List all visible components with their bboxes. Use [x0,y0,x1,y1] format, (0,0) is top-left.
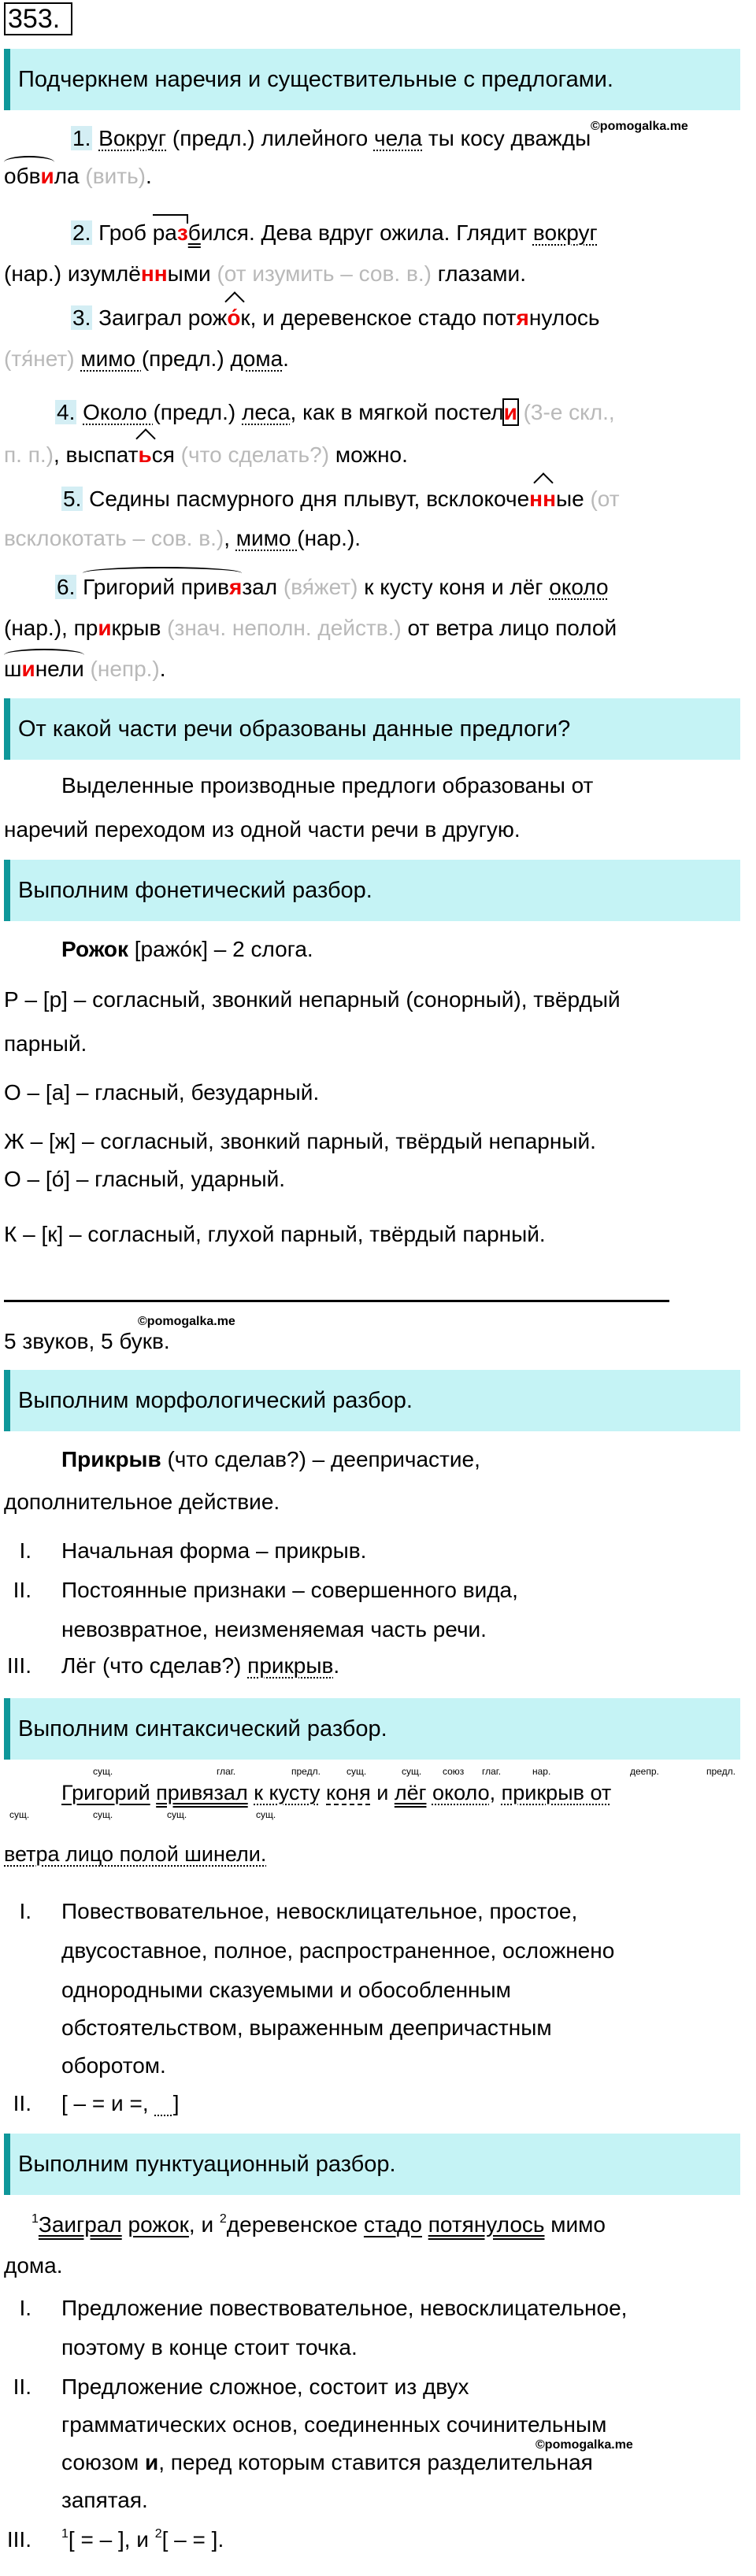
text: нели [35,657,84,681]
text: Григорий прив [83,575,229,599]
item-2-line-1 [71,220,598,246]
section-heading-phonetic: Выполним фонетический разбор. [4,860,740,921]
text: , и [188,2212,220,2237]
clause-index: 1 [32,2212,39,2226]
text: ые [555,487,584,511]
check-word-note: (тя́нет) [4,346,75,371]
syntax-item: Повествовательное, невосклицательное, простое, [61,1899,578,1923]
phonetic-line: Ж – [ж] – согласный, звонкий парный, твёрдый непарный. [4,1129,596,1153]
item-1-line-1 [71,126,591,151]
section-heading-question: От какой части речи образованы данные предлоги? [4,698,740,760]
pos-tag: сущ. [346,1766,367,1777]
section-heading-underline-task: Подчеркнем наречия и существительные с предлогами. [4,49,740,110]
phonetic-summary: 5 звуков, 5 букв. [4,1329,170,1353]
text: (что сделав?) – деепричастие, [161,1447,480,1471]
ending-letter: и [503,400,517,424]
item-number: 4. [57,400,76,424]
roman-numeral: III. [6,1653,32,1678]
scheme-text: [ – = ]. [161,2527,224,2552]
orthogram-letters: нн [140,261,168,286]
syntax-item-cont: однородными сказуемыми и обособленным [61,1978,511,2002]
predicate-word: потянулось [428,2212,545,2237]
orthogram-letter: я [229,575,243,599]
check-word-note: (от изумить – сов. в.) [210,261,432,286]
text: (нар.). [297,526,361,550]
text: Заиграл рож [98,305,228,330]
phonetic-line: парный. [4,1031,87,1056]
roman-numeral: I. [19,2296,32,2320]
subject-word: рожок [128,2212,189,2237]
morph-line-2: дополнительное действие. [4,1490,280,1514]
clause-index: 2 [154,2527,162,2541]
text: , как в мягкой постел [290,400,504,424]
text: . [283,346,289,371]
item-4-line-2 [4,442,408,468]
text: мимо [544,2212,606,2237]
orthogram-letters: нн [529,487,556,511]
text: . [333,1653,340,1678]
adverb-word: вокруг [532,220,598,245]
declension-note: (3-е скл., [517,400,615,424]
section-heading-punctuation: Выполним пунктуационный разбор. [4,2134,740,2195]
question-note: (что сделать?) [174,442,330,467]
adverbial-word: около [432,1781,490,1804]
item-5-line-1 [61,487,620,512]
item-2-line-2 [4,261,526,287]
text: ты косу дважды [422,126,591,150]
root-arc-mark [4,657,84,682]
text: к кусту коня и лёг [358,575,550,599]
orthogram-letter: и [21,657,35,681]
check-note: (непр.) [83,657,160,681]
pos-tag: глаг. [482,1766,502,1777]
morph-item [61,1653,339,1678]
text: Гроб [98,220,153,245]
text: , выспат [54,442,139,467]
pos-tag: сущ. [9,1809,30,1820]
predicate-word: Заиграл [38,2212,122,2237]
watermark: ©pomogalka.me [138,1315,235,1328]
answer-line-2: наречий переходом из одной части речи в другую. [4,817,521,842]
declension-note: п. п.) [4,442,54,467]
text: ыми [167,261,211,286]
adverb-word: мимо [235,526,298,550]
item-4-line-1 [55,400,615,425]
text: (нар.) изумлё [4,261,141,286]
pos-tag: сущ. [167,1809,187,1820]
watermark: ©pomogalka.me [536,2438,633,2452]
item-3-line-1 [71,305,600,331]
scheme-text: ] [172,2091,180,2115]
conjunction-word: и [145,2450,159,2474]
subject-word: стадо [363,2212,422,2237]
object-word: к кусту [254,1781,321,1804]
text: к, и деревенское стадо пот [240,305,517,330]
item-5-line-2 [4,526,361,551]
clause-index: 1 [61,2527,69,2541]
item-6-line-3 [4,657,166,682]
subject-word: Григорий [61,1781,150,1804]
text: , [489,1781,496,1804]
noun-word: леса [242,400,291,424]
morph-item-cont: невозвратное, неизменяемая часть речи. [61,1617,487,1641]
roman-numeral: II. [13,2091,32,2115]
orthogram-letter: и [98,616,112,640]
scheme-text: [ – = и =, [61,2091,155,2115]
adverb-word: около [549,575,609,599]
text: . [159,657,166,681]
pos-tag: сущ. [93,1766,113,1777]
scheme-text: [ = – ], и [68,2527,155,2552]
section-heading-morphology: Выполним морфологический разбор. [4,1370,740,1431]
syntax-item-cont: оборотом. [61,2053,166,2078]
pos-tag: сущ. [93,1809,113,1820]
pos-tag: деепр. [630,1766,659,1777]
roman-numeral: II. [13,2374,32,2399]
phonetic-line: К – [к] – согласный, глухой парный, твёрдый парный. [4,1222,546,1246]
text: ился. Дева вдруг ожила. Глядит [200,220,533,245]
preposition-word: Около [83,400,154,424]
preposition-word: мимо [80,346,142,371]
predicate-word: привязал [156,1781,248,1804]
pos-tag: предл. [706,1766,736,1777]
adverbial-phrase: прикрыв от [501,1781,612,1804]
watermark: ©pomogalka.me [591,120,688,133]
noun-word: чела [373,126,423,150]
text: от ветра лицо полой [401,616,617,640]
text: Лёг (что сделав?) [61,1653,248,1678]
text: ш [4,657,22,681]
punct-sentence-line-1 [32,2212,606,2237]
orthogram-letter: з [176,220,188,245]
orthogram-letter: я [516,305,529,330]
noun-word: дома [230,346,284,371]
item-3-line-2 [4,346,289,372]
syntax-scheme [61,2091,180,2116]
text: глазами. [431,261,526,286]
text: . [145,164,152,188]
item-number: 3. [72,305,91,330]
punct-item-cont: грамматических основ, соединенных сочинительным [61,2412,607,2437]
predicate-word: лёг [394,1781,427,1804]
meaning-note: (знач. неполн. действ.) [161,616,402,640]
clause-index: 2 [219,2212,227,2226]
pos-tag: предл. [291,1766,321,1777]
item-number: 2. [72,220,91,245]
phonetic-word: Рожок [61,937,128,961]
roman-numeral: I. [19,1538,32,1563]
text: ла [54,164,80,188]
conjunction-word: и [376,1781,389,1804]
pos-tag: глаг. [217,1766,236,1777]
orthogram-letter: о́ [227,305,241,330]
text: б [187,220,201,245]
roman-numeral: III. [6,2527,32,2552]
check-word-note: всклокотать – сов. в.) [4,526,224,550]
pos-tag: сущ. [256,1809,276,1820]
morph-word-line [61,1447,480,1472]
morph-item: Начальная форма – прикрыв. [61,1538,367,1563]
text: (предл.) [153,400,243,424]
text: союзом [61,2450,146,2474]
phonetic-line: Р – [р] – согласный, звонкий непарный (сонорный), твёрдый [4,987,621,1012]
text: обв [4,164,41,188]
orthogram-letter: ь [138,442,152,467]
text: нулось [528,305,600,330]
text: можно. [329,442,408,467]
item-number: 1. [72,126,91,150]
section-heading-syntax: Выполним синтаксический разбор. [4,1698,740,1760]
text: крыв [111,616,161,640]
prefix-mark [153,220,188,246]
divider-line [4,1300,669,1302]
phonetic-line: О – [а] – гласный, безударный. [4,1080,320,1105]
text: ра [152,220,177,245]
orthogram-letter: и [40,164,54,188]
punct-item-cont: запятая. [61,2488,148,2512]
text: (нар.), пр [4,616,98,640]
punct-item-cont: поэтому в конце стоит точка. [61,2335,358,2359]
roman-numeral: II. [13,1578,32,1602]
punct-item: Предложение сложное, состоит из двух [61,2374,469,2399]
root-arc-mark [4,164,54,189]
pos-tag: нар. [532,1766,551,1777]
check-word-note: (вить) [79,164,146,188]
text: (предл.) [141,346,231,371]
text: зал [242,575,278,599]
syntax-item-cont: двусоставное, полное, распространенное, осложнено [61,1938,615,1963]
phonetic-word-line [61,937,313,962]
pos-tag: сущ. [402,1766,422,1777]
text: деревенское [226,2212,364,2237]
syntax-sentence-line-1 [61,1781,611,1805]
text: (предл.) лилейного [166,126,374,150]
item-6-line-2 [4,616,617,641]
syntax-item-cont: обстоятельством, выраженным деепричастным [61,2015,552,2040]
phonetic-line: О – [о́] – гласный, ударный. [4,1167,286,1191]
adverbial-word: прикрыв [247,1653,334,1678]
syntax-sentence-line-2: ветра лицо полой шинели. [4,1842,267,1866]
item-6-line-1 [55,575,609,600]
text: , перед которым ставится разделительная [158,2450,593,2474]
check-word-note: (вя́жет) [277,575,358,599]
scheme-blank [154,2091,172,2115]
punct-sentence-line-2: дома. [4,2253,63,2278]
morph-word: Прикрыв [61,1447,161,1471]
punct-scheme [61,2527,224,2552]
object-word: коня [326,1781,371,1804]
item-number: 6. [57,575,76,599]
pos-tag: союз [443,1766,465,1777]
punct-item: Предложение повествовательное, невосклицательное, [61,2296,628,2320]
transcription: [ражо́к] – 2 слога. [128,937,313,961]
text: ся [151,442,175,467]
morph-item: Постоянные признаки – совершенного вида, [61,1578,518,1602]
text: Седины пасмурного дня плывут, всклокоче [89,487,530,511]
answer-line-1: Выделенные производные предлоги образованы от [61,773,594,798]
roman-numeral: I. [19,1899,32,1923]
punct-item-cont [61,2450,593,2475]
root-arc-mark [83,575,242,600]
item-number: 5. [63,487,82,511]
preposition-word: Вокруг [98,126,167,150]
text: , [224,526,236,550]
task-number: 353. [4,2,72,35]
check-word-note: (от [584,487,620,511]
item-1-line-2 [4,164,152,189]
